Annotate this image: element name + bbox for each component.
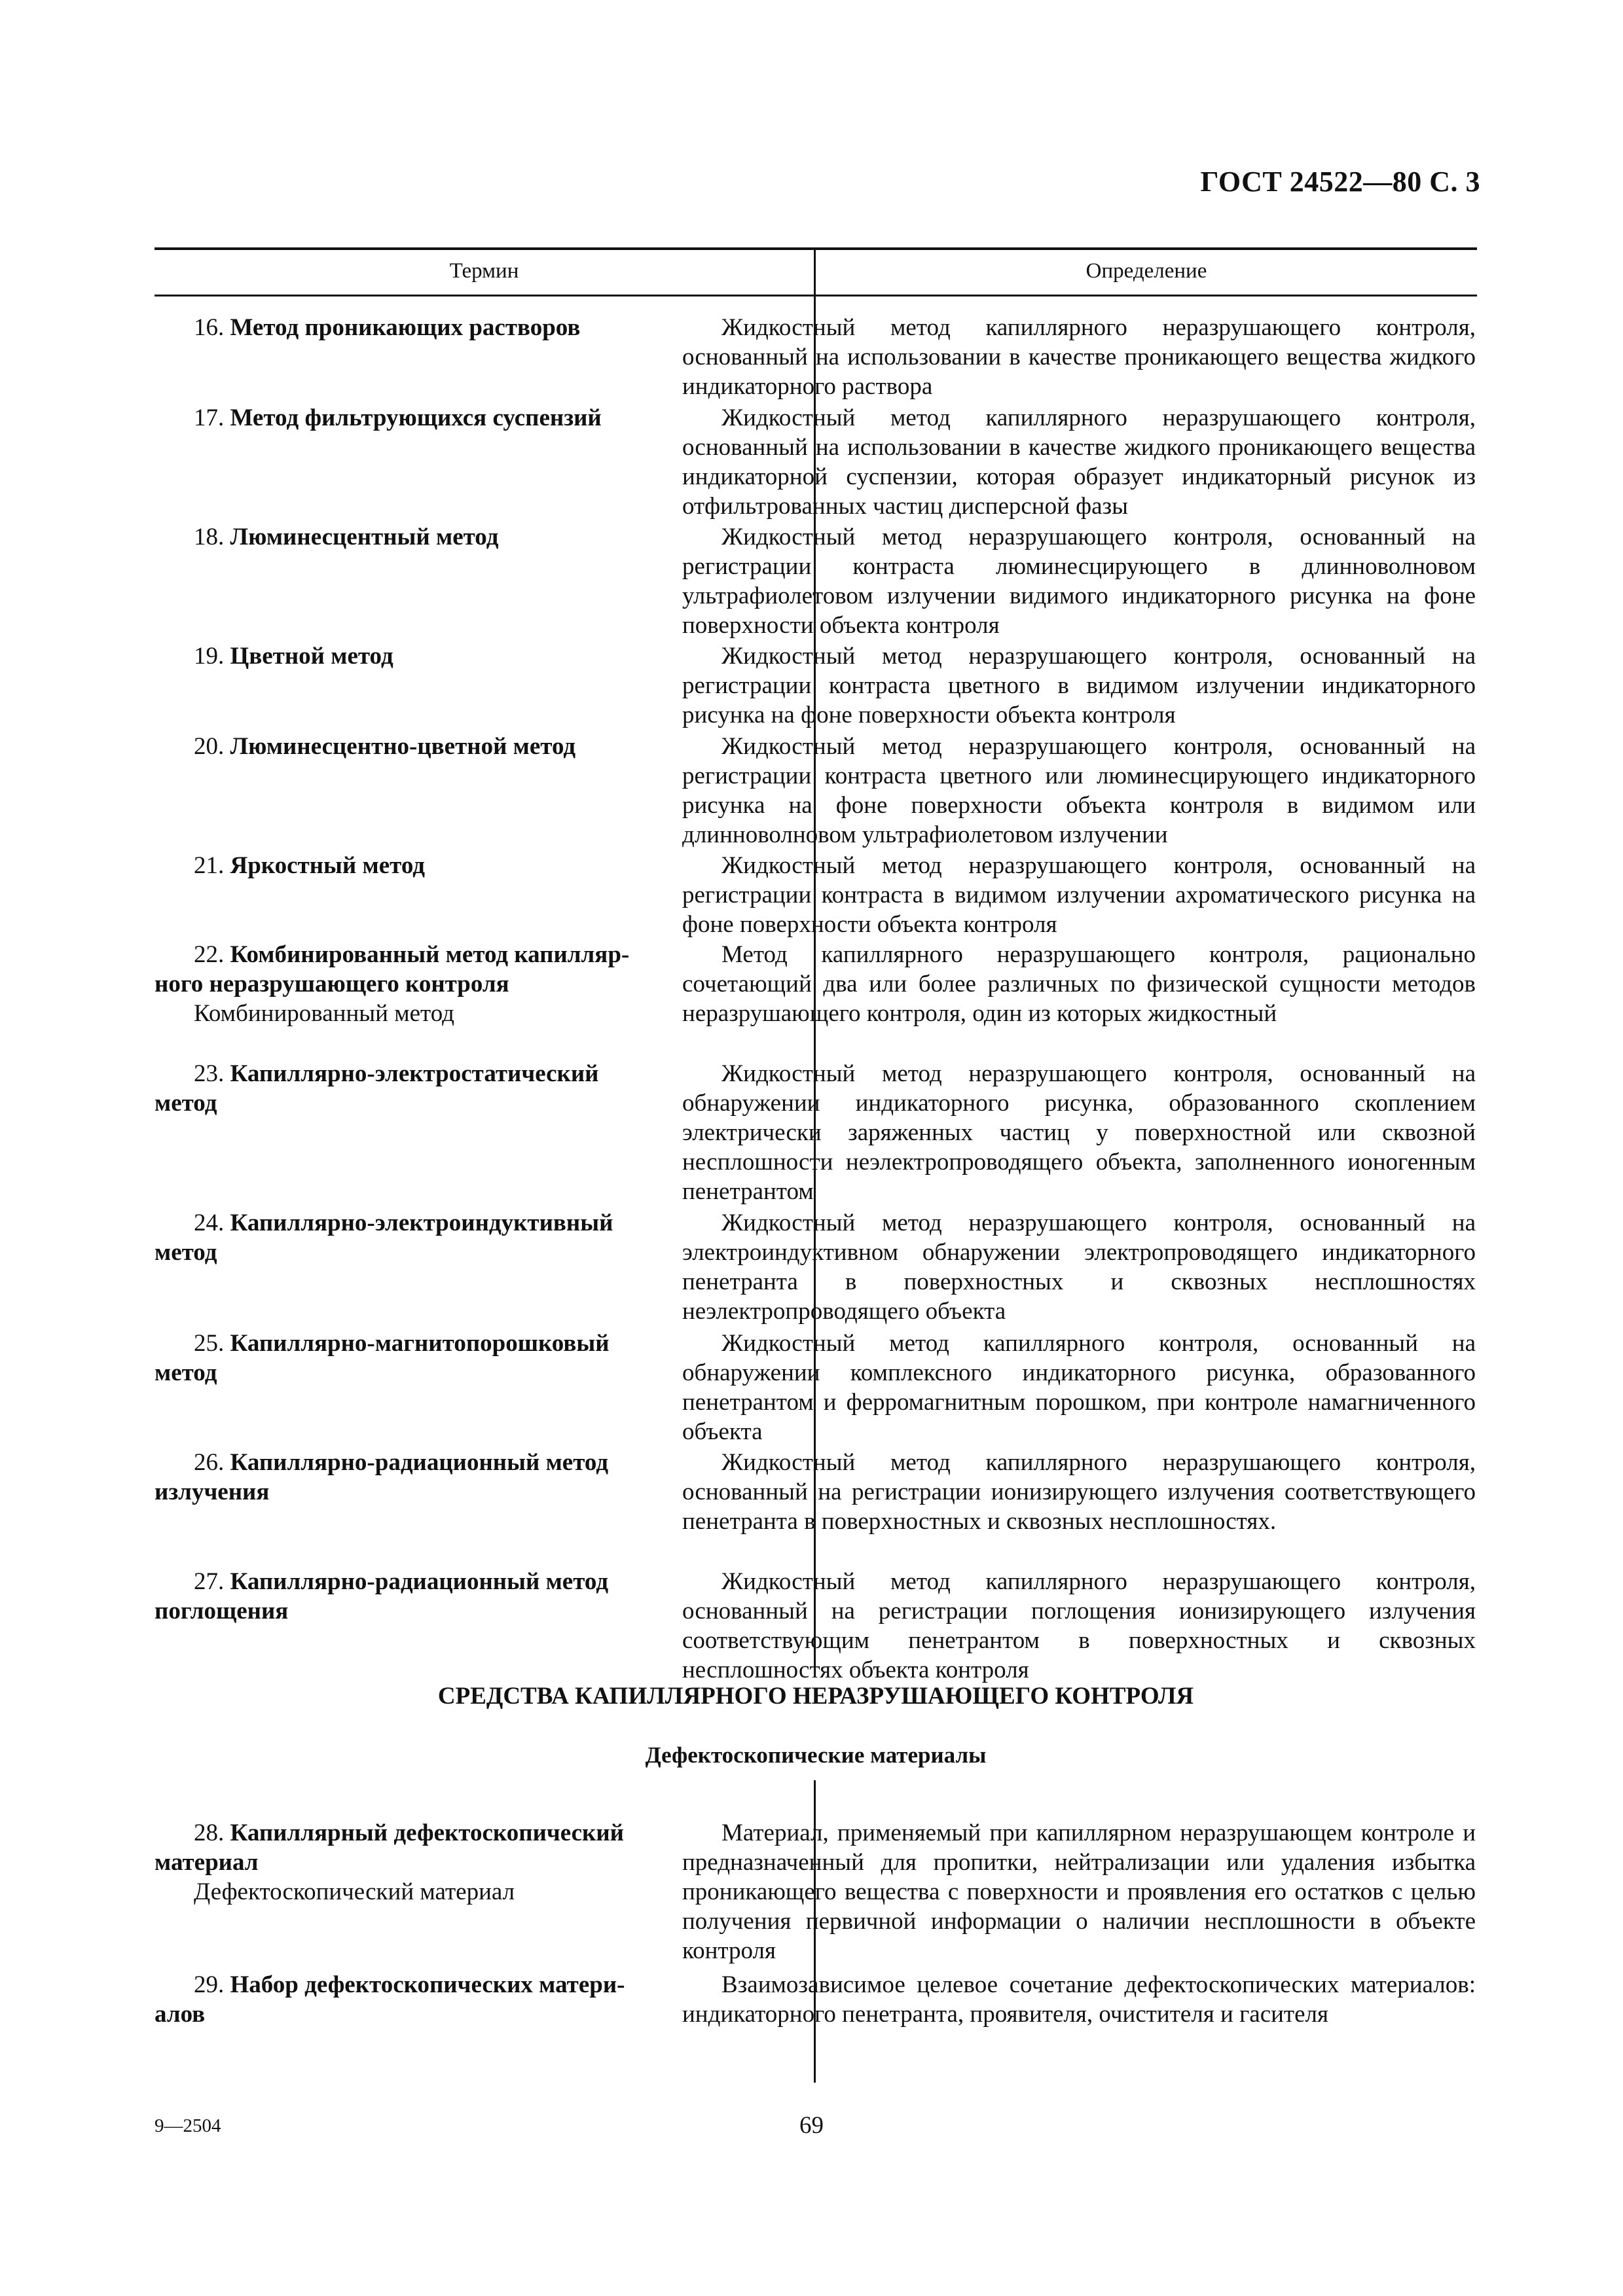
term-cell bbox=[155, 1818, 646, 1907]
subsection-title: Дефектоскопические материалы bbox=[645, 1742, 987, 1768]
term-cell bbox=[155, 1970, 646, 2029]
term-cell bbox=[155, 313, 646, 342]
definition-cell: Материал, применяемый при капиллярном неразрушающем контроле и предназначенный для пропитки, нейтрализации или удаления избытка проникающего вещества с поверхности и проявления его остатков с целью получения первичной информации о наличии несплошности в объекте контроля bbox=[682, 1820, 1476, 1964]
section-title: СРЕДСТВА КАПИЛЛЯРНОГО НЕРАЗРУШАЮЩЕГО КОНТРОЛЯ bbox=[437, 1683, 1194, 1710]
definition-cell: Жидкостный метод капиллярного неразрушающего контроля, основанный на использовании в качестве проникающего вещества жидкого индикаторного раствора bbox=[682, 314, 1476, 400]
term-name-continued: ного неразрушающего контроля bbox=[155, 971, 509, 997]
term-cell bbox=[155, 1448, 646, 1507]
term-line bbox=[155, 313, 646, 342]
definition-cell: Жидкостный метод капиллярного неразрушающего контроля, основанный на регистрации поглощения ионизирующего излучения соответствующим пенетрантом в поверхностных и сквозных несплошностях объекта контроля bbox=[682, 1568, 1476, 1683]
term-number: 17. bbox=[194, 404, 225, 431]
term-line bbox=[155, 851, 646, 880]
term-cell bbox=[155, 940, 646, 1028]
term-cell bbox=[155, 732, 646, 761]
definition-cell: Взаимозависимое целевое сочетание дефектоскопических материалов: индикаторного пенетранта, проявителя, очистителя и гасителя bbox=[682, 1971, 1476, 2028]
definition-cell: Жидкостный метод неразрушающего контроля, основанный на регистрации контраста цветного или люминесцирующего индикаторного рисунка на фоне поверхности объекта контроля в видимом или длинноволновом ультрафиолетовом излучении bbox=[682, 733, 1476, 848]
term-number: 19. bbox=[194, 643, 225, 670]
term-name: Метод фильтрующихся суспензий bbox=[230, 404, 602, 431]
term-cell bbox=[155, 403, 646, 433]
term-synonym: Комбинированный метод bbox=[194, 1000, 454, 1027]
terms-table bbox=[155, 247, 1477, 1683]
term-name: Капиллярно-радиационный метод bbox=[230, 1449, 609, 1476]
definition-cell: Жидкостный метод неразрушающего контроля, основанный на обнаружении индикаторного рисунка, образованного скоплением электрически заряженных частиц у поверхностной или сквозной несплошности неэлектропроводящего объекта, заполненного ионогенным пенетрантом bbox=[682, 1060, 1476, 1205]
term-line bbox=[155, 1818, 646, 1848]
print-code: 9—2504 bbox=[155, 2115, 221, 2136]
term-name-continued: метод bbox=[155, 1090, 217, 1117]
term-name: Люминесцентно-цветной метод bbox=[230, 733, 576, 760]
term-cell bbox=[155, 641, 646, 671]
term-name: Люминесцентный метод bbox=[230, 524, 499, 550]
term-name-continued: алов bbox=[155, 2001, 206, 2028]
term-name: Капиллярно-электростатический bbox=[230, 1060, 599, 1087]
definition-cell: Жидкостный метод неразрушающего контроля, основанный на регистрации контраста в видимом излучении ахроматического рисунка на фоне поверхности объекта контроля bbox=[682, 852, 1476, 938]
term-number: 27. bbox=[194, 1568, 225, 1595]
term-number: 24. bbox=[194, 1210, 225, 1236]
term-number: 29. bbox=[194, 1971, 225, 1998]
term-cell bbox=[155, 1059, 646, 1118]
term-name-continued: метод bbox=[155, 1239, 217, 1266]
term-number: 23. bbox=[194, 1060, 225, 1087]
term-number: 16. bbox=[194, 314, 225, 341]
term-line bbox=[155, 1448, 646, 1477]
header-bottom-rule bbox=[155, 295, 1477, 296]
term-name: Цветной метод bbox=[230, 643, 393, 670]
term-number: 22. bbox=[194, 941, 225, 968]
page-number: 69 bbox=[799, 2112, 824, 2139]
term-cell bbox=[155, 1208, 646, 1267]
term-number: 18. bbox=[194, 524, 225, 550]
definition-cell: Жидкостный метод неразрушающего контроля, основанный на электроиндуктивном обнаружении электропроводящего индикаторного пенетранта в поверхностных и сквозных несплошностях неэлектропроводящего объекта bbox=[682, 1210, 1476, 1325]
term-number: 21. bbox=[194, 852, 225, 879]
term-number: 26. bbox=[194, 1449, 225, 1476]
definition-cell: Жидкостный метод капиллярного контроля, основанный на обнаружении комплексного индикаторного рисунка, образованного пенетрантом и ферромагнитным порошком, при контроле намагниченного объекта bbox=[682, 1330, 1476, 1445]
term-name: Капиллярный дефектоскопический bbox=[230, 1820, 625, 1846]
term-line bbox=[155, 1329, 646, 1358]
term-line bbox=[155, 732, 646, 761]
term-name: Набор дефектоскопических матери- bbox=[230, 1971, 625, 1998]
term-name-continued: поглощения bbox=[155, 1598, 289, 1624]
materials-table bbox=[155, 1780, 1477, 2083]
term-name-continued: материал bbox=[155, 1849, 259, 1876]
term-number: 28. bbox=[194, 1820, 225, 1846]
table-top-rule bbox=[155, 247, 1477, 250]
definition-cell: Метод капиллярного неразрушающего контроля, рационально сочетающий два или более различных по физической сущности методов неразрушающего контроля, один из которых жидкостный bbox=[682, 941, 1476, 1027]
term-name-continued: излучения bbox=[155, 1479, 270, 1505]
term-number: 25. bbox=[194, 1330, 225, 1357]
definition-cell: Жидкостный метод неразрушающего контроля, основанный на регистрации контраста люминесцирующего в длинноволновом ультрафиолетовом излучении видимого индикаторного рисунка на фоне поверхности объекта контроля bbox=[682, 524, 1476, 639]
term-number: 20. bbox=[194, 733, 225, 760]
term-cell bbox=[155, 1567, 646, 1626]
term-line bbox=[155, 403, 646, 433]
term-name: Капиллярно-магнитопорошковый bbox=[230, 1330, 610, 1357]
definition-cell: Жидкостный метод капиллярного неразрушающего контроля, основанный на использовании в качестве жидкого проникающего вещества индикаторной суспензии, которая образует индикаторный рисунок из отфильтрованных частиц дисперсной фазы bbox=[682, 404, 1476, 520]
term-cell bbox=[155, 522, 646, 552]
term-cell bbox=[155, 1329, 646, 1388]
column-header-term: Термин bbox=[449, 259, 519, 283]
term-line bbox=[155, 1208, 646, 1238]
term-line bbox=[155, 522, 646, 552]
term-cell bbox=[155, 851, 646, 880]
term-line bbox=[155, 1567, 646, 1596]
term-line bbox=[155, 1970, 646, 2000]
term-name: Метод проникающих растворов bbox=[230, 314, 581, 341]
term-name: Капиллярно-радиационный метод bbox=[230, 1568, 609, 1595]
term-line bbox=[155, 1059, 646, 1088]
term-name: Комбинированный метод капилляр- bbox=[230, 941, 630, 968]
term-name: Яркостный метод bbox=[230, 852, 425, 879]
definition-cell: Жидкостный метод капиллярного неразрушающего контроля, основанный на регистрации ионизирующего излучения соответствующего пенетранта в поверхностных и сквозных несплошностях. bbox=[682, 1449, 1476, 1535]
term-line bbox=[155, 641, 646, 671]
term-synonym: Дефектоскопический материал bbox=[194, 1878, 515, 1905]
definition-cell: Жидкостный метод неразрушающего контроля, основанный на регистрации контраста цветного в видимом излучении индикаторного рисунка на фоне поверхности объекта контроля bbox=[682, 643, 1476, 728]
term-name: Капиллярно-электроиндуктивный bbox=[230, 1210, 613, 1236]
column-header-definition: Определение bbox=[1085, 259, 1207, 283]
term-line bbox=[155, 940, 646, 969]
running-header: ГОСТ 24522—80 С. 3 bbox=[1200, 166, 1480, 198]
term-name-continued: метод bbox=[155, 1359, 217, 1386]
